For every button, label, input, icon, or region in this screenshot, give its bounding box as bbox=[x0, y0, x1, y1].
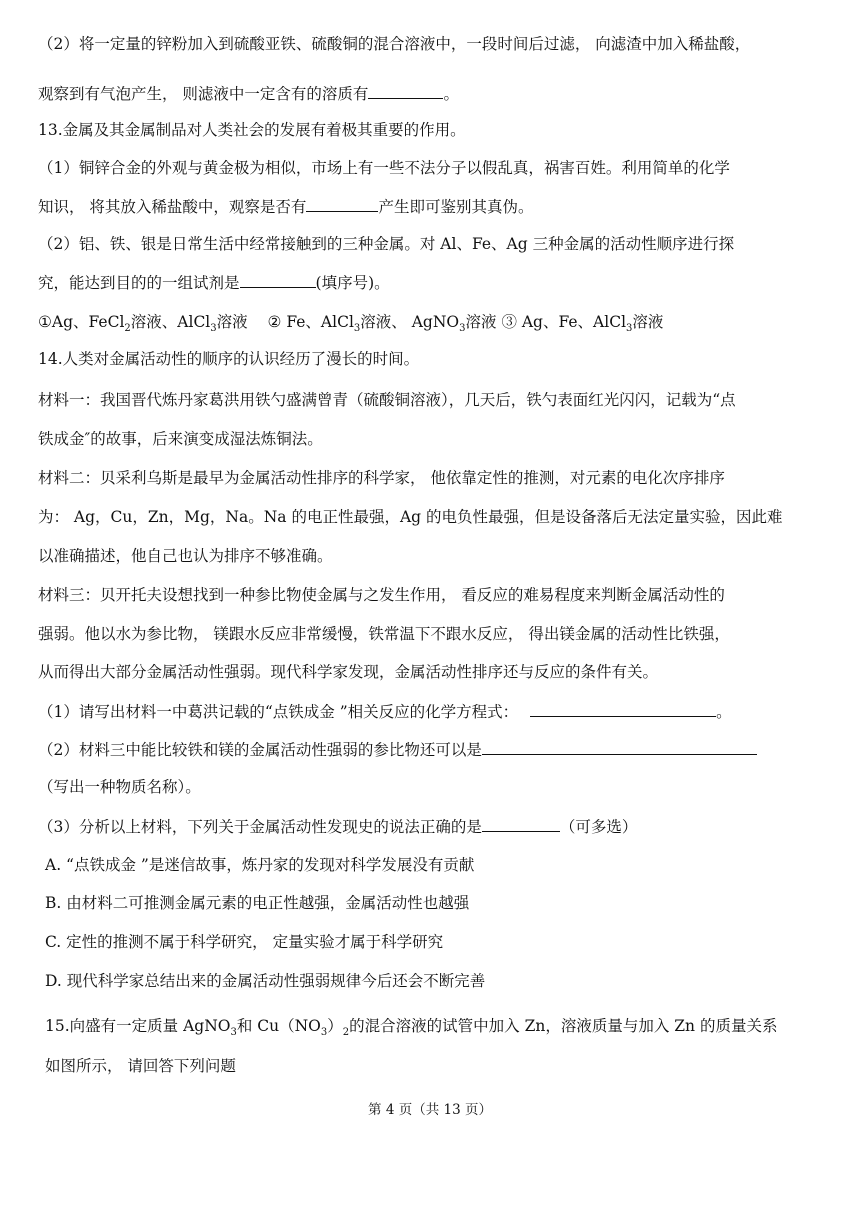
q14-sub3: （3）分析以上材料，下列关于金属活动性发现史的说法正确的是 （可多选） bbox=[38, 815, 637, 838]
q14-sub2-line2: （写出一种物质名称）。 bbox=[38, 778, 201, 796]
q14-title: 14.人类对金属活动性的顺序的认识经历了漫长的时间。 bbox=[38, 350, 420, 368]
answer-blank bbox=[368, 82, 443, 99]
q14-material3-line2: 强弱。他以水为参比物， 镁跟水反应非常缓慢，铁常温下不跟水反应， 得出镁金属的活动性比铁强， bbox=[38, 625, 730, 643]
q13-title: 13.金属及其金属制品对人类社会的发展有着极其重要的作用。 bbox=[38, 121, 466, 139]
page-footer: 第 4 页（共 13 页） bbox=[368, 1102, 492, 1118]
q14-material1-line1: 材料一：我国晋代炼丹家葛洪用铁勺盛满曾青（硫酸铜溶液），几天后，铁勺表面红光闪闪，记载为“点 bbox=[38, 391, 736, 409]
q14-option-c: C. 定性的推测不属于科学研究， 定量实验才属于科学研究 bbox=[45, 933, 444, 951]
q14-option-b: B. 由材料二可推测金属元素的电正性越强，金属活动性也越强 bbox=[45, 894, 470, 912]
answer-blank bbox=[306, 195, 378, 212]
q13-options: ①Ag、FeCl$_2$溶液、AlCl$_3$溶液 ② Fe、AlCl$_3$溶液、 AgNO$_3$溶液 ③ Ag、Fe、AlCl$_3$溶液 bbox=[38, 313, 664, 335]
q14-material2-line2: 为： Ag，Cu，Zn，Mg，Na。Na 的电正性最强，Ag 的电负性最强，但是设备落后无法定量实验，因此难 bbox=[38, 508, 783, 526]
answer-blank bbox=[530, 700, 716, 717]
q14-option-a: A. “点铁成金 ”是迷信故事，炼丹家的发现对科学发展没有贡献 bbox=[45, 856, 475, 874]
q13-part2-line1: （2）铝、铁、银是日常生活中经常接触到的三种金属。对 Al、Fe、Ag 三种金属的活动性顺序进行探 bbox=[38, 235, 735, 253]
q15-line2: 如图所示， 请回答下列问题 bbox=[45, 1057, 236, 1075]
q14-sub1: （1）请写出材料一中葛洪记载的“点铁成金 ”相关反应的化学方程式： 。 bbox=[38, 700, 732, 723]
answer-blank bbox=[240, 271, 316, 288]
q12-part2-line2: 观察到有气泡产生， 则滤液中一定含有的溶质有 。 bbox=[38, 82, 459, 105]
q14-material3-line1: 材料三：贝开托夫设想找到一种参比物使金属与之发生作用， 看反应的难易程度来判断金属活动性的 bbox=[38, 586, 725, 604]
q13-part2-line2: 究，能达到目的的一组试剂是 (填序号)。 bbox=[38, 271, 390, 294]
q13-part1-line1: （1）铜锌合金的外观与黄金极为相似，市场上有一些不法分子以假乱真，祸害百姓。利用简单的化学 bbox=[38, 159, 730, 177]
q14-sub2-line1: （2）材料三中能比较铁和镁的金属活动性强弱的参比物还可以是 bbox=[38, 738, 757, 761]
q13-part1-line2: 知识， 将其放入稀盐酸中，观察是否有 产生即可鉴别其真伪。 bbox=[38, 195, 533, 218]
q14-material3-line3: 从而得出大部分金属活动性强弱。现代科学家发现，金属活动性排序还与反应的条件有关。 bbox=[38, 663, 659, 681]
q15-line1: 15.向盛有一定质量 AgNO$_3$和 $Cu(NO_3)_2$的混合溶液的试管中加入 Zn，溶液质量与加入 Zn 的质量关系 bbox=[45, 1017, 778, 1039]
q14-material1-line2: 铁成金″的故事，后来演变成湿法炼铜法。 bbox=[38, 430, 323, 448]
answer-blank bbox=[482, 738, 757, 755]
q14-material2-line3: 以准确描述，他自己也认为排序不够准确。 bbox=[38, 547, 333, 565]
q14-material2-line1: 材料二：贝采利乌斯是最早为金属活动性排序的科学家， 他依靠定性的推测，对元素的电化次序排序 bbox=[38, 469, 725, 487]
answer-blank bbox=[482, 815, 560, 832]
q14-option-d: D. 现代科学家总结出来的金属活动性强弱规律今后还会不断完善 bbox=[45, 972, 486, 990]
q12-part2-line1: （2）将一定量的锌粉加入到硫酸亚铁、硫酸铜的混合溶液中，一段时间后过滤， 向滤渣中加入稀盐酸， bbox=[38, 35, 751, 53]
